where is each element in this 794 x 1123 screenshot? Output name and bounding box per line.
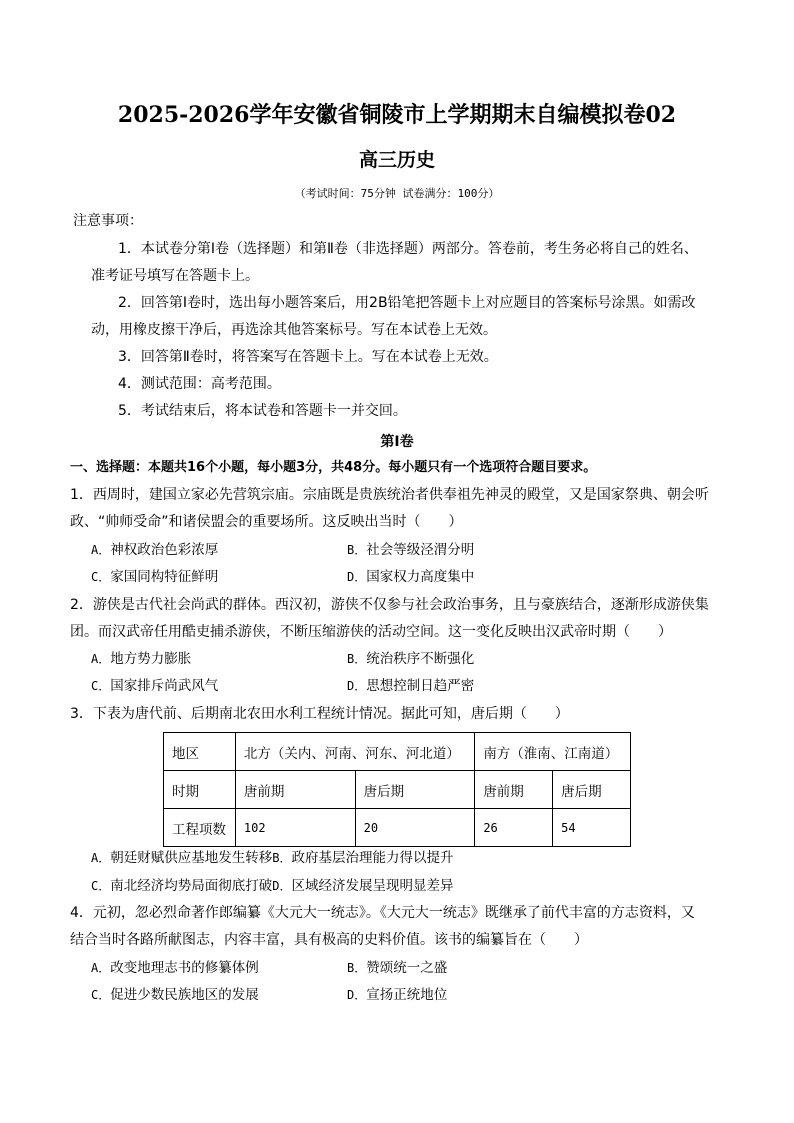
question-3-option-c: 南北经济均势局面彻底打破 <box>110 878 273 894</box>
note-line: 2．回答第Ⅰ卷时，选出每小题答案后，用2B铅笔把答题卡上对应题目的答案标号涂黑。如需改 <box>118 295 696 311</box>
table-cell: 南方（淮南、江南道） <box>475 733 631 771</box>
question-2-option-b: B．统治秩序不断强化 <box>347 651 475 667</box>
table-cell: 唐后期 <box>355 771 475 809</box>
question-3-option-d-key: D． <box>272 879 292 893</box>
notes-heading: 注意事项： <box>73 213 143 229</box>
exam-title: 2025-2026学年安徽省铜陵市上学期期末自编模拟卷02 <box>117 102 677 128</box>
question-4-option-b: B．赞颂统一之盛 <box>347 960 448 976</box>
table-row <box>164 809 631 847</box>
question-2-option-d: D．思想控制日趋严密 <box>347 678 475 694</box>
question-3-option-a-key: A． <box>91 851 111 865</box>
question-3-options-ab <box>91 849 453 867</box>
question-3-option-b: 政府基层治理能力得以提升 <box>291 850 454 866</box>
section-title: 第Ⅰ卷 <box>380 434 414 450</box>
question-3-option-c-key: C． <box>91 879 111 893</box>
question-2-option-c: C．国家排斥尚武风气 <box>91 678 219 694</box>
question-4-option-c: C．促进少数民族地区的发展 <box>91 987 259 1003</box>
table-cell: 工程项数 <box>164 809 236 847</box>
question-4-stem: 4．元初，忽必烈命著作郎编纂《大元大一统志》。《大元大一统志》既继承了前代丰富的方志资料，又 <box>70 905 695 921</box>
note-line: 5．考试结束后，将本试卷和答题卡一并交回。 <box>118 403 407 419</box>
question-3-options-cd <box>91 877 453 895</box>
question-3-option-d: 区域经济发展呈现明显差异 <box>291 878 454 894</box>
question-2-stem: 团。而汉武帝任用酷吏捕杀游侠，不断压缩游侠的活动空间。这一变化反映出汉武帝时期（ ） <box>70 624 672 640</box>
question-1-stem: 1．西周时，建国立家必先营筑宗庙。宗庙既是贵族统治者供奉祖先神灵的殿堂，又是国家祭典、朝会听 <box>70 487 709 503</box>
question-3-option-a: 朝廷财赋供应基地发生转移 <box>110 850 273 866</box>
section-instruction: 一、选择题：本题共16个小题，每小题3分，共48分。每小题只有一个选项符合题目要求。 <box>70 460 597 475</box>
question-2-option-a: A．地方势力膨胀 <box>91 651 192 667</box>
table-cell: 唐前期 <box>235 771 355 809</box>
table-cell: 北方（关内、河南、河东、河北道） <box>235 733 474 771</box>
note-line: 3．回答第Ⅱ卷时，将答案写在答题卡上。写在本试卷上无效。 <box>118 349 498 365</box>
exam-info: （考试时间：75分钟 试卷满分：100分） <box>294 187 500 200</box>
table-cell: 时期 <box>164 771 236 809</box>
note-line: 动，用橡皮擦干净后，再选涂其他答案标号。写在本试卷上无效。 <box>91 322 497 338</box>
question-4-option-a: A．改变地理志书的修纂体例 <box>91 960 259 976</box>
question-1-option-c: C．家国同构特征鲜明 <box>91 569 219 585</box>
exam-subject: 高三历史 <box>358 149 435 171</box>
question-2-stem: 2．游侠是古代社会尚武的群体。西汉初，游侠不仅参与社会政治事务，且与豪族结合，逐渐形成游侠集 <box>70 597 709 613</box>
table-cell: 地区 <box>164 733 236 771</box>
note-line: 4．测试范围：高考范围。 <box>118 376 281 392</box>
question-1-option-d: D．国家权力高度集中 <box>347 569 475 585</box>
table-row <box>164 771 631 809</box>
question-3-stem: 3．下表为唐代前、后期南北农田水利工程统计情况。据此可知，唐后期（ ） <box>70 706 569 722</box>
table-cell: 唐前期 <box>475 771 553 809</box>
question-3-option-b-key: B． <box>272 851 292 865</box>
table-cell: 26 <box>475 809 553 847</box>
table-cell: 唐后期 <box>553 771 631 809</box>
question-1-option-a: A．神权政治色彩浓厚 <box>91 542 219 558</box>
question-1-stem: 政、“帅师受命”和诸侯盟会的重要场所。这反映出当时（ ） <box>70 514 463 530</box>
table-cell: 20 <box>355 809 475 847</box>
question-4-option-d: D．宣扬正统地位 <box>347 987 448 1003</box>
note-line: 准考证号填写在答题卡上。 <box>91 268 259 284</box>
irrigation-table <box>163 732 631 847</box>
note-line: 1．本试卷分第Ⅰ卷（选择题）和第Ⅱ卷（非选择题）两部分。答卷前，考生务必将自己的姓名、 <box>118 241 698 257</box>
question-4-stem: 结合当时各路所献图志，内容丰富，具有极高的史料价值。该书的编纂旨在（ ） <box>70 932 588 948</box>
table-row <box>164 733 631 771</box>
table-cell: 54 <box>553 809 631 847</box>
table-cell: 102 <box>235 809 355 847</box>
question-1-option-b: B．社会等级泾渭分明 <box>347 542 475 558</box>
